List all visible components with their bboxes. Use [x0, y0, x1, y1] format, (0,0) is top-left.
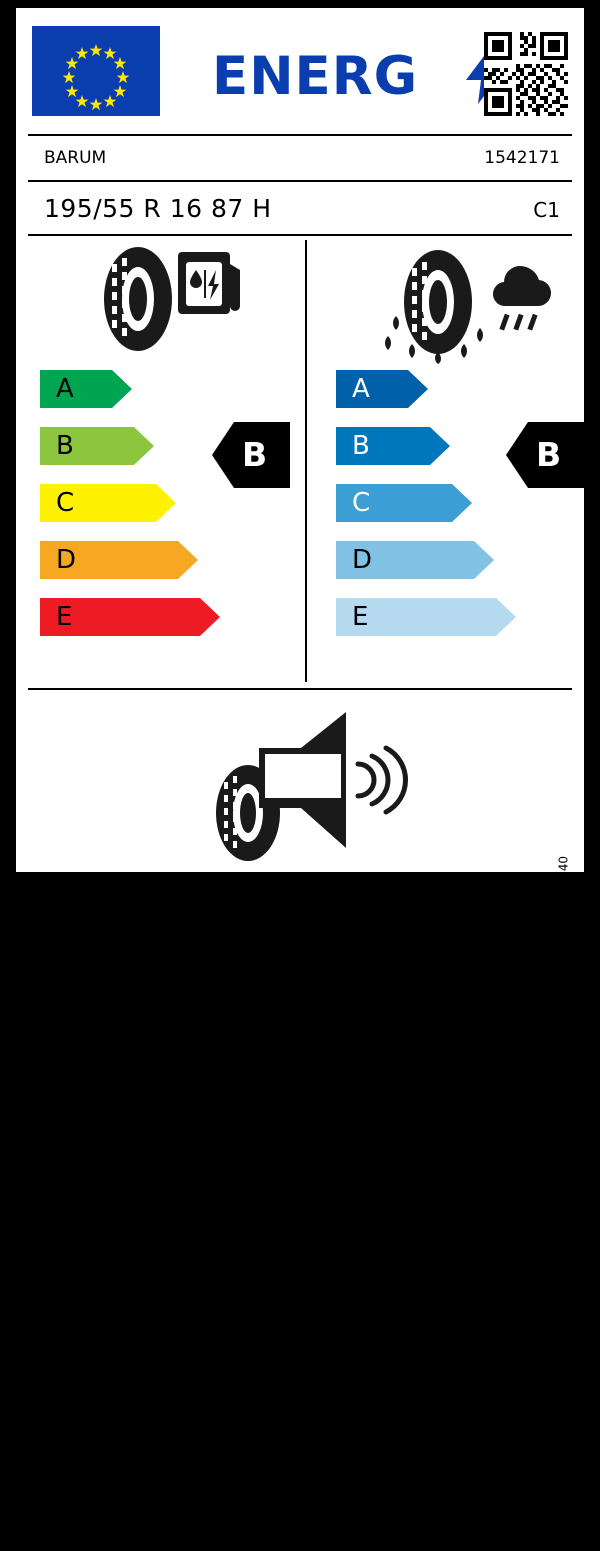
divider-noise	[28, 688, 572, 690]
wet-pictogram-group	[376, 244, 556, 368]
tyre-class-code: C1	[533, 198, 560, 222]
fuel-grade-scale	[40, 370, 280, 670]
fuel-grade-c-letter: C	[56, 488, 75, 518]
wet-grade-c	[336, 484, 472, 522]
wet-grade-d	[336, 541, 494, 579]
noise-class-indicator	[292, 1522, 337, 1551]
tyre-icon	[86, 244, 266, 354]
wet-rating-arrow	[506, 422, 584, 488]
wet-grade-a	[336, 370, 428, 408]
energ-wordmark: ENERG	[212, 46, 419, 107]
noise-class-a: A	[292, 1528, 305, 1550]
eu-flag-stars	[32, 26, 160, 116]
fuel-grade-c	[40, 484, 176, 522]
wet-grade-scale	[336, 370, 576, 670]
fuel-grade-b-letter: B	[56, 431, 74, 461]
noise-db-unit: dB	[314, 1458, 340, 1480]
fuel-pictogram-group	[86, 244, 266, 358]
fuel-grade-a-letter: A	[56, 374, 74, 404]
wet-rating-letter: B	[536, 435, 562, 474]
rain-cloud-icon	[493, 266, 551, 331]
fuel-grade-b	[40, 427, 154, 465]
divider-top	[28, 134, 572, 136]
wet-grade-a-letter: A	[352, 374, 370, 404]
qr-code-icon	[484, 32, 568, 116]
noise-class-c: C	[324, 1528, 338, 1550]
fuel-grade-e	[40, 598, 220, 636]
eu-flag-icon	[32, 26, 160, 116]
fuel-grade-a	[40, 370, 132, 408]
noise-pictogram-group	[16, 698, 584, 868]
brand-name: BARUM	[44, 148, 107, 168]
tyre-size: 195/55 R 16 87 H	[44, 194, 272, 223]
tyre-energy-label	[16, 8, 584, 1551]
noise-class-b: B	[305, 1522, 325, 1551]
sound-waves-icon	[358, 748, 406, 812]
fuel-grade-d-letter: D	[56, 545, 77, 575]
wet-grade-b	[336, 427, 450, 465]
fuel-rating-arrow	[212, 422, 290, 488]
label-header	[32, 26, 568, 126]
fuel-rating-letter: B	[242, 435, 268, 474]
tyre-wet-icon	[376, 244, 556, 364]
fuel-grade-d	[40, 541, 198, 579]
divider-size	[28, 234, 572, 236]
wet-grade-e-letter: E	[352, 602, 369, 632]
wet-grade-d-letter: D	[352, 545, 373, 575]
wet-grade-b-letter: B	[352, 431, 370, 461]
divider-brand	[28, 180, 572, 182]
column-divider	[305, 240, 307, 682]
fuel-pump-icon	[178, 252, 240, 314]
wet-grade-c-letter: C	[352, 488, 371, 518]
fuel-grade-e-letter: E	[56, 602, 73, 632]
model-code: 1542171	[484, 148, 560, 168]
wet-grade-e	[336, 598, 516, 636]
regulation-reference: 2020/740	[556, 856, 570, 914]
noise-db-value: 69	[268, 1450, 309, 1484]
